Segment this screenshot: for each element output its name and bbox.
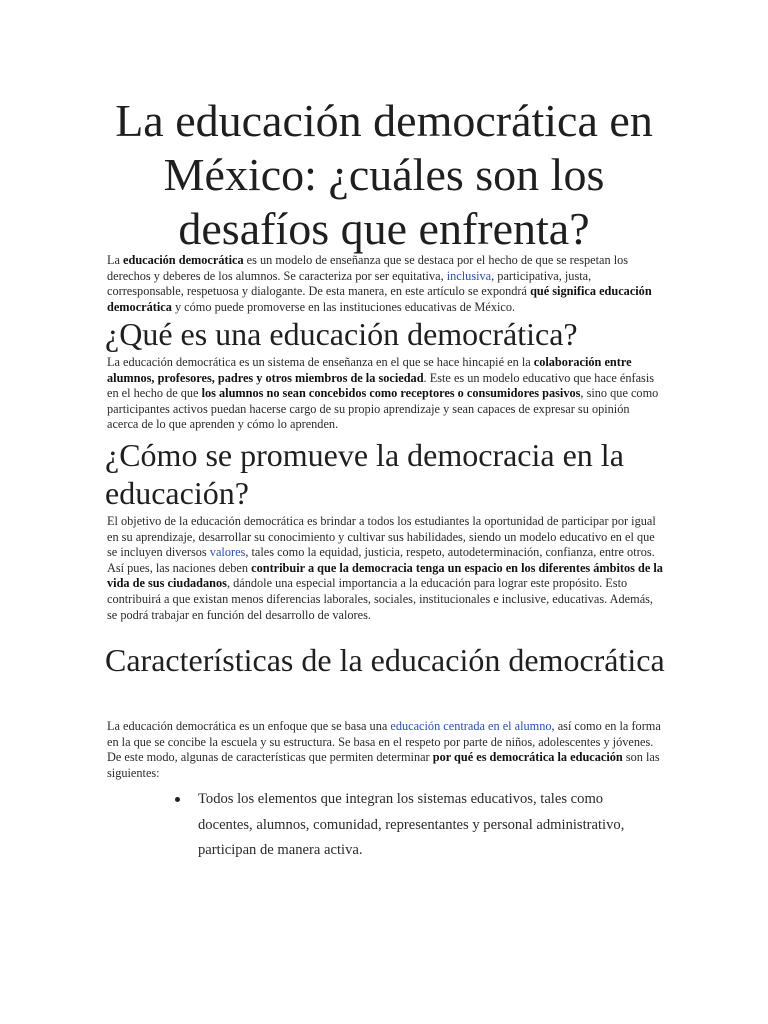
paragraph-text: , dándole una especial importancia a la educación para lograr este propósito. Esto contribuirá a que existan menos diferencias laborales, sociales, institucionales e inclusive, educativas. Además, se podrá trabajar en función del desarrollo de valores. [107, 576, 654, 622]
intro-text: y cómo puede promoverse en las instituciones educativas de México. [171, 299, 516, 314]
intro-paragraph [107, 253, 663, 315]
list-item [175, 787, 645, 864]
characteristics-list [175, 787, 645, 864]
section-paragraph-como-se-promueve [107, 514, 663, 623]
bold-por-que: por qué es democrática la educación [432, 750, 623, 765]
section-heading-caracteristicas: Características de la educación democrática [105, 642, 665, 678]
link-valores[interactable]: valores [209, 545, 246, 560]
intro-text: , participativa, justa, corresponsable, respetuosa y dialogante. De esta manera, en este artículo se expondrá [107, 268, 592, 299]
intro-text: La [107, 253, 124, 267]
paragraph-text: La educación democrática es un enfoque que se basa una [107, 719, 391, 733]
paragraph-text: , tales como la equidad, justicia, respeto, autodeterminación, confianza, entre otros. Así pues, las naciones deben [107, 545, 655, 575]
paragraph-text: son las siguientes: [107, 750, 660, 780]
intro-bold-question: qué significa educación democrática [107, 284, 652, 314]
section-heading-que-es: ¿Qué es una educación democrática? [105, 316, 578, 352]
paragraph-text: , sino que como participantes activos puedan hacerse cargo de su propio aprendizaje y sean capaces de expresar su opinión acerca de lo que aprenden y cómo lo aprenden. [107, 386, 659, 432]
paragraph-text: El objetivo de la educación democrática es brindar a todos los estudiantes la oportunidad de participar por igual en su aprendizaje, desarrollar su conocimiento y cultivar sus habilidades, siendo un modelo educativo en el que se incluyen diversos [107, 514, 656, 560]
bold-contribuir: contribuir a que la democracia tenga un espacio en los diferentes ámbitos de la vida de sus ciudadanos [107, 560, 663, 591]
intro-text: es un modelo de enseñanza que se destaca por el hecho de que se respetan los derechos y deberes de los alumnos. Se caracteriza por ser equitativa, [107, 253, 629, 283]
list-item-text: Todos los elementos que integran los sistemas educativos, tales como docentes, alumnos, comunidad, representantes y personal administrativo, participan de manera activa. [198, 791, 625, 858]
section-paragraph-que-es [107, 355, 663, 433]
bullet-dot-icon [175, 797, 180, 802]
link-educacion-centrada[interactable]: educación centrada en el alumno [390, 719, 552, 733]
paragraph-text: , así como en la forma en la que se concibe la escuela y su estructura. Se basa en el respeto por parte de niños, adolescentes y jóvenes. De este modo, algunas de características que permiten determinar [107, 719, 661, 765]
bold-alumnos: los alumnos no sean concebidos como receptores o consumidores pasivos [201, 386, 581, 401]
link-inclusiva[interactable]: inclusiva [446, 268, 492, 283]
section-paragraph-caracteristicas [107, 719, 663, 781]
intro-bold-term: educación democrática [123, 253, 244, 267]
paragraph-text: . Este es un modelo educativo que hace énfasis en el hecho de que [107, 370, 655, 401]
paragraph-text: La educación democrática es un sistema de enseñanza en el que se hace hincapié en la [107, 355, 534, 369]
section-heading-como-se-promueve: ¿Cómo se promueve la democracia en la educación? [105, 437, 624, 511]
document-title: La educación democrática en México: ¿cuáles son los desafíos que enfrenta? [115, 95, 653, 254]
bold-colaboracion: colaboración entre alumnos, profesores, padres y otros miembros de la sociedad [107, 355, 632, 385]
